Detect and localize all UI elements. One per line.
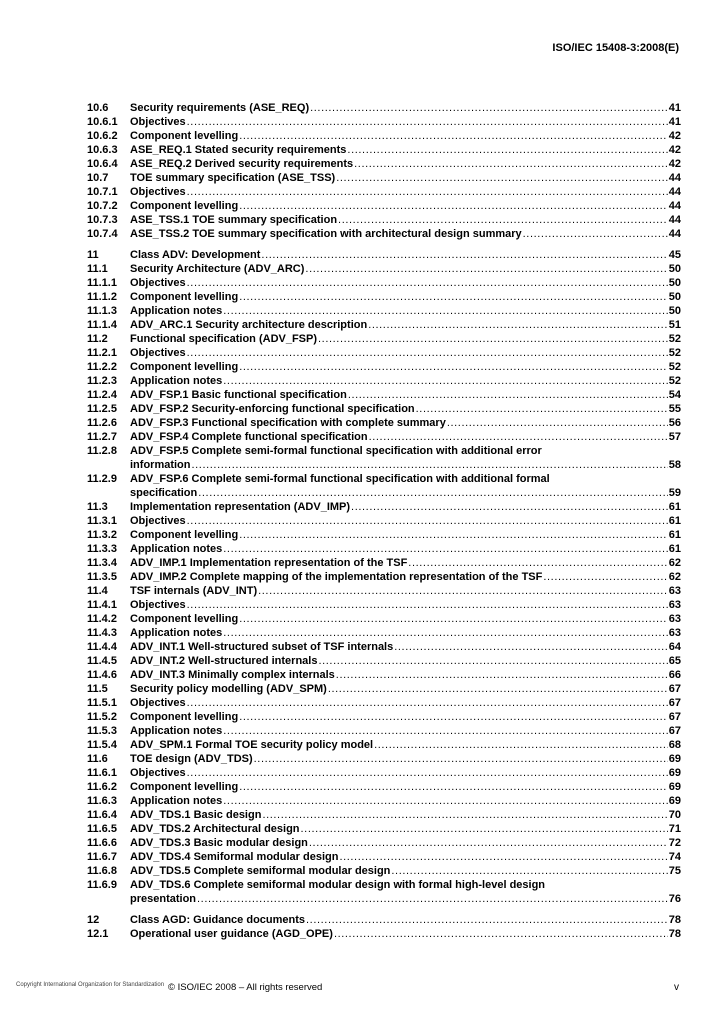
toc-entry[interactable]	[87, 724, 681, 738]
toc-number: 11.4.4	[87, 641, 117, 653]
toc-dot-leader	[254, 752, 668, 766]
toc-title: Objectives	[130, 116, 186, 128]
toc-title: ADV_FSP.5 Complete semi-formal functional specification with additional error	[130, 445, 542, 457]
toc-dot-leader	[348, 388, 668, 402]
toc-title: ADV_IMP.2 Complete mapping of the implementation representation of the TSF	[130, 571, 543, 583]
toc-entry[interactable]	[87, 227, 681, 241]
toc-dot-leader	[334, 927, 668, 941]
toc-dot-leader	[301, 822, 668, 836]
toc-title: Functional specification (ADV_FSP)	[130, 333, 318, 345]
toc-entry[interactable]	[87, 556, 681, 570]
toc-title: Component levelling	[130, 130, 239, 142]
toc-entry[interactable]	[87, 472, 681, 500]
toc-page-number: 52	[668, 361, 681, 373]
toc-number: 11.5	[87, 683, 108, 695]
toc-entry[interactable]	[87, 500, 681, 514]
toc-page-number: 42	[668, 144, 681, 156]
toc-page-number: 50	[668, 263, 681, 275]
toc-entry[interactable]	[87, 185, 681, 199]
toc-number: 10.7.1	[87, 186, 118, 198]
toc-number: 11.6.4	[87, 809, 117, 821]
toc-title: Implementation representation (ADV_IMP)	[130, 501, 351, 513]
toc-entry[interactable]	[87, 794, 681, 808]
toc-title: ADV_SPM.1 Formal TOE security policy model	[130, 739, 374, 751]
toc-number: 11	[87, 249, 99, 261]
toc-page-number: 67	[668, 683, 681, 695]
toc-title: Component levelling	[130, 529, 239, 541]
toc-number: 10.7.2	[87, 200, 118, 212]
toc-number: 11.1.2	[87, 291, 117, 303]
toc-number: 11.2.7	[87, 431, 117, 443]
toc-entry[interactable]	[87, 199, 681, 213]
toc-page-number: 59	[668, 487, 681, 499]
toc-title: ASE_TSS.2 TOE summary specification with architectural design summary	[130, 228, 522, 240]
toc-entry[interactable]	[87, 290, 681, 304]
toc-dot-leader	[309, 836, 668, 850]
toc-dot-leader	[338, 213, 668, 227]
toc-page-number: 66	[668, 669, 681, 681]
toc-number: 11.1.1	[87, 277, 117, 289]
toc-page-number: 52	[668, 347, 681, 359]
toc-entry[interactable]	[87, 808, 681, 822]
toc-entry[interactable]	[87, 157, 681, 171]
toc-number: 11.3.1	[87, 515, 117, 527]
toc-entry[interactable]	[87, 640, 681, 654]
section-gap	[87, 906, 681, 913]
toc-entry[interactable]	[87, 360, 681, 374]
toc-page-number: 70	[668, 809, 681, 821]
toc-number: 10.6.3	[87, 144, 118, 156]
toc-title: ASE_REQ.2 Derived security requirements	[130, 158, 354, 170]
toc-dot-leader	[374, 738, 668, 752]
toc-dot-leader	[239, 710, 668, 724]
toc-number: 11.4.1	[87, 599, 117, 611]
toc-title: ADV_TDS.6 Complete semiformal modular design with formal high-level design	[130, 879, 546, 891]
toc-dot-leader	[416, 402, 668, 416]
toc-entry[interactable]	[87, 710, 681, 724]
toc-title-continuation: specification	[130, 487, 198, 499]
toc-title: Component levelling	[130, 200, 239, 212]
toc-number: 11.2.8	[87, 445, 117, 457]
toc-page-number: 78	[668, 928, 681, 940]
toc-dot-leader	[523, 227, 668, 241]
toc-number: 11.4.5	[87, 655, 117, 667]
toc-entry[interactable]	[87, 346, 681, 360]
toc-title: ADV_TDS.3 Basic modular design	[130, 837, 308, 849]
toc-dot-leader	[354, 157, 668, 171]
toc-number: 11.4	[87, 585, 108, 597]
toc-entry[interactable]	[87, 129, 681, 143]
toc-dot-leader	[223, 374, 667, 388]
toc-dot-leader	[223, 724, 667, 738]
toc-page-number: 67	[668, 711, 681, 723]
toc-title: Component levelling	[130, 361, 239, 373]
toc-title: Security requirements (ASE_REQ)	[130, 102, 310, 114]
toc-dot-leader	[318, 332, 668, 346]
toc-entry[interactable]	[87, 927, 681, 941]
toc-number: 11.5.4	[87, 739, 117, 751]
toc-page-number: 62	[668, 557, 681, 569]
toc-dot-leader	[239, 199, 668, 213]
toc-title: Objectives	[130, 186, 186, 198]
toc-dot-leader	[239, 129, 668, 143]
toc-page-number: 69	[668, 795, 681, 807]
toc-page-number: 55	[668, 403, 681, 415]
toc-entry[interactable]	[87, 444, 681, 472]
toc-dot-leader	[368, 318, 668, 332]
toc-number: 11.6.6	[87, 837, 117, 849]
toc-dot-leader	[223, 542, 667, 556]
toc-number: 10.6.2	[87, 130, 118, 142]
toc-page-number: 57	[668, 431, 681, 443]
toc-title: TOE design (ADV_TDS)	[130, 753, 253, 765]
toc-number: 11.2	[87, 333, 108, 345]
toc-title: Objectives	[130, 515, 186, 527]
toc-page-number: 52	[668, 333, 681, 345]
toc-dot-leader	[187, 346, 668, 360]
toc-entry[interactable]	[87, 850, 681, 864]
toc-title: Class ADV: Development	[130, 249, 261, 261]
toc-title: ASE_REQ.1 Stated security requirements	[130, 144, 347, 156]
toc-dot-leader	[239, 612, 668, 626]
toc-dot-leader	[336, 668, 668, 682]
toc-title: ADV_TDS.1 Basic design	[130, 809, 262, 821]
toc-number: 11.6.5	[87, 823, 117, 835]
toc-title: Component levelling	[130, 711, 239, 723]
toc-title: Objectives	[130, 277, 186, 289]
toc-entry[interactable]	[87, 654, 681, 668]
toc-page-number: 50	[668, 305, 681, 317]
toc-dot-leader	[347, 143, 667, 157]
toc-number: 11.2.2	[87, 361, 117, 373]
table-of-contents	[87, 101, 681, 941]
toc-page-number: 42	[668, 158, 681, 170]
toc-title: Component levelling	[130, 291, 239, 303]
toc-entry[interactable]	[87, 402, 681, 416]
toc-number: 11.4.3	[87, 627, 117, 639]
toc-page-number: 63	[668, 585, 681, 597]
toc-dot-leader	[261, 248, 667, 262]
toc-page-number: 44	[668, 172, 681, 184]
toc-number: 11.1.4	[87, 319, 117, 331]
toc-dot-leader	[187, 766, 668, 780]
toc-entry[interactable]	[87, 276, 681, 290]
toc-page-number: 50	[668, 277, 681, 289]
toc-page-number: 61	[668, 529, 681, 541]
toc-title-continuation: presentation	[130, 893, 197, 905]
toc-dot-leader	[192, 458, 668, 472]
toc-page-number: 50	[668, 291, 681, 303]
toc-entry[interactable]	[87, 388, 681, 402]
toc-number: 10.7.3	[87, 214, 118, 226]
toc-dot-leader	[336, 171, 668, 185]
toc-page-number: 42	[668, 130, 681, 142]
toc-page-number: 41	[668, 116, 681, 128]
toc-entry[interactable]	[87, 864, 681, 878]
toc-number: 11.6.3	[87, 795, 117, 807]
toc-title: ADV_FSP.1 Basic functional specification	[130, 389, 347, 401]
toc-dot-leader	[197, 892, 668, 906]
toc-title: ADV_FSP.3 Functional specification with complete summary	[130, 417, 446, 429]
toc-number: 12.1	[87, 928, 109, 940]
toc-page-number: 63	[668, 613, 681, 625]
toc-title: Security policy modelling (ADV_SPM)	[130, 683, 327, 695]
toc-page-number: 71	[668, 823, 681, 835]
toc-number: 11.5.2	[87, 711, 117, 723]
toc-number: 12	[87, 914, 100, 926]
toc-page-number: 69	[668, 753, 681, 765]
toc-dot-leader	[187, 185, 668, 199]
toc-number: 11.6	[87, 753, 108, 765]
toc-title: ADV_INT.2 Well-structured internals	[130, 655, 318, 667]
toc-page-number: 69	[668, 767, 681, 779]
toc-dot-leader	[258, 584, 668, 598]
toc-entry[interactable]	[87, 696, 681, 710]
toc-title: Objectives	[130, 347, 186, 359]
toc-number: 11.6.7	[87, 851, 117, 863]
toc-number: 10.6.4	[87, 158, 118, 170]
toc-number: 11.3.4	[87, 557, 117, 569]
toc-page-number: 44	[668, 214, 681, 226]
toc-number: 11.4.6	[87, 669, 117, 681]
toc-title: Application notes	[130, 627, 223, 639]
toc-number: 11.1	[87, 263, 108, 275]
toc-title: Application notes	[130, 795, 223, 807]
toc-dot-leader	[306, 913, 668, 927]
toc-title: Application notes	[130, 725, 223, 737]
toc-title: ADV_FSP.4 Complete functional specification	[130, 431, 368, 443]
toc-title: ADV_TDS.4 Semiformal modular design	[130, 851, 339, 863]
toc-entry[interactable]	[87, 668, 681, 682]
toc-page-number: 51	[668, 319, 681, 331]
toc-page-number: 61	[668, 515, 681, 527]
toc-dot-leader	[198, 486, 668, 500]
all-rights-reserved: © ISO/IEC 2008 – All rights reserved	[168, 982, 323, 993]
toc-entry[interactable]	[87, 598, 681, 612]
toc-entry[interactable]	[87, 584, 681, 598]
toc-title: Class AGD: Guidance documents	[130, 914, 306, 926]
toc-number: 11.6.8	[87, 865, 117, 877]
toc-dot-leader	[318, 654, 667, 668]
toc-page-number: 67	[668, 697, 681, 709]
toc-title-continuation: information	[130, 459, 191, 471]
toc-entry[interactable]	[87, 822, 681, 836]
toc-entry[interactable]	[87, 570, 681, 584]
toc-dot-leader	[239, 360, 668, 374]
toc-entry[interactable]	[87, 304, 681, 318]
toc-number: 11.2.3	[87, 375, 117, 387]
toc-number: 11.4.2	[87, 613, 117, 625]
toc-dot-leader	[187, 115, 668, 129]
toc-dot-leader	[391, 864, 667, 878]
toc-page-number: 61	[668, 543, 681, 555]
toc-page-number: 61	[668, 501, 681, 513]
toc-title: ADV_TDS.2 Architectural design	[130, 823, 300, 835]
toc-entry[interactable]	[87, 262, 681, 276]
toc-title: ADV_FSP.2 Security-enforcing functional specification	[130, 403, 415, 415]
toc-entry[interactable]	[87, 430, 681, 444]
toc-entry[interactable]	[87, 528, 681, 542]
toc-page-number: 68	[668, 739, 681, 751]
toc-title: Objectives	[130, 697, 186, 709]
toc-title: Component levelling	[130, 613, 239, 625]
toc-title: ASE_TSS.1 TOE summary specification	[130, 214, 338, 226]
toc-dot-leader	[223, 304, 667, 318]
toc-entry[interactable]	[87, 913, 681, 927]
toc-entry[interactable]	[87, 738, 681, 752]
toc-page-number: 65	[668, 655, 681, 667]
toc-page-number: 63	[668, 599, 681, 611]
toc-dot-leader	[223, 626, 667, 640]
toc-entry[interactable]	[87, 780, 681, 794]
toc-number: 11.2.6	[87, 417, 117, 429]
toc-number: 11.6.1	[87, 767, 117, 779]
toc-dot-leader	[187, 598, 668, 612]
document-id: ISO/IEC 15408-3:2008(E)	[552, 42, 679, 54]
toc-number: 11.3	[87, 501, 108, 513]
toc-number: 11.3.2	[87, 529, 117, 541]
toc-dot-leader	[369, 430, 668, 444]
toc-page-number: 74	[668, 851, 681, 863]
toc-dot-leader	[310, 101, 668, 115]
toc-title: TOE summary specification (ASE_TSS)	[130, 172, 336, 184]
toc-entry[interactable]	[87, 626, 681, 640]
toc-title: Objectives	[130, 767, 186, 779]
toc-entry[interactable]	[87, 542, 681, 556]
toc-dot-leader	[305, 262, 667, 276]
toc-title: ADV_TDS.5 Complete semiformal modular design	[130, 865, 391, 877]
toc-page-number: 62	[668, 571, 681, 583]
toc-number: 10.7	[87, 172, 109, 184]
toc-entry[interactable]	[87, 115, 681, 129]
toc-title: ADV_INT.3 Minimally complex internals	[130, 669, 335, 681]
section-gap	[87, 241, 681, 248]
toc-page-number: 67	[668, 725, 681, 737]
toc-entry[interactable]	[87, 836, 681, 850]
toc-entry[interactable]	[87, 752, 681, 766]
toc-dot-leader	[447, 416, 668, 430]
toc-number: 11.6.2	[87, 781, 117, 793]
toc-number: 11.1.3	[87, 305, 117, 317]
toc-dot-leader	[351, 500, 668, 514]
toc-page-number: 76	[668, 893, 681, 905]
toc-title: Component levelling	[130, 781, 239, 793]
toc-number: 10.7.4	[87, 228, 118, 240]
toc-dot-leader	[187, 276, 668, 290]
toc-title: ADV_FSP.6 Complete semi-formal functional specification with additional formal	[130, 473, 550, 485]
toc-page-number: 44	[668, 186, 681, 198]
toc-number: 11.3.5	[87, 571, 117, 583]
toc-dot-leader	[239, 528, 668, 542]
toc-entry[interactable]	[87, 318, 681, 332]
toc-dot-leader	[262, 808, 667, 822]
toc-entry[interactable]	[87, 878, 681, 906]
toc-dot-leader	[394, 640, 668, 654]
toc-title: Operational user guidance (AGD_OPE)	[130, 928, 333, 940]
copyright-notice: Copyright International Organization for Standardization	[16, 982, 165, 988]
toc-number: 11.6.9	[87, 879, 117, 891]
toc-entry[interactable]	[87, 171, 681, 185]
toc-page-number: 44	[668, 228, 681, 240]
toc-dot-leader	[543, 570, 667, 584]
toc-title: ADV_IMP.1 Implementation representation of the TSF	[130, 557, 408, 569]
toc-title: Application notes	[130, 375, 223, 387]
toc-page-number: 63	[668, 627, 681, 639]
toc-page-number: 69	[668, 781, 681, 793]
toc-title: TSF internals (ADV_INT)	[130, 585, 258, 597]
toc-page-number: 41	[668, 102, 681, 114]
toc-page-number: 72	[668, 837, 681, 849]
page-number: v	[674, 982, 679, 993]
toc-entry[interactable]	[87, 248, 681, 262]
toc-dot-leader	[187, 514, 668, 528]
toc-page-number: 58	[668, 459, 681, 471]
toc-page-number: 56	[668, 417, 681, 429]
toc-page-number: 44	[668, 200, 681, 212]
toc-page-number: 64	[668, 641, 681, 653]
toc-number: 10.6.1	[87, 116, 118, 128]
toc-dot-leader	[187, 696, 668, 710]
toc-page-number: 54	[668, 389, 681, 401]
toc-title: ADV_INT.1 Well-structured subset of TSF internals	[130, 641, 394, 653]
toc-number: 11.2.5	[87, 403, 117, 415]
toc-title: Security Architecture (ADV_ARC)	[130, 263, 305, 275]
toc-entry[interactable]	[87, 612, 681, 626]
toc-dot-leader	[408, 556, 667, 570]
toc-dot-leader	[339, 850, 667, 864]
toc-page-number: 75	[668, 865, 681, 877]
toc-page-number: 52	[668, 375, 681, 387]
toc-number: 11.2.4	[87, 389, 117, 401]
toc-title: Application notes	[130, 543, 223, 555]
toc-number: 11.5.1	[87, 697, 117, 709]
toc-number: 11.2.9	[87, 473, 117, 485]
toc-title: Objectives	[130, 599, 186, 611]
toc-dot-leader	[239, 780, 668, 794]
toc-entry[interactable]	[87, 682, 681, 696]
toc-number: 11.5.3	[87, 725, 117, 737]
toc-entry[interactable]	[87, 766, 681, 780]
toc-page-number: 45	[668, 249, 681, 261]
toc-entry[interactable]	[87, 514, 681, 528]
toc-number: 11.2.1	[87, 347, 117, 359]
toc-number: 10.6	[87, 102, 109, 114]
toc-entry[interactable]	[87, 416, 681, 430]
toc-entry[interactable]	[87, 332, 681, 346]
toc-dot-leader	[328, 682, 668, 696]
toc-entry[interactable]	[87, 374, 681, 388]
toc-dot-leader	[223, 794, 667, 808]
toc-dot-leader	[239, 290, 668, 304]
toc-title: ADV_ARC.1 Security architecture description	[130, 319, 368, 331]
toc-entry[interactable]	[87, 101, 681, 115]
toc-page-number: 78	[668, 914, 681, 926]
toc-title: Application notes	[130, 305, 223, 317]
toc-entry[interactable]	[87, 143, 681, 157]
toc-number: 11.3.3	[87, 543, 117, 555]
toc-entry[interactable]	[87, 213, 681, 227]
